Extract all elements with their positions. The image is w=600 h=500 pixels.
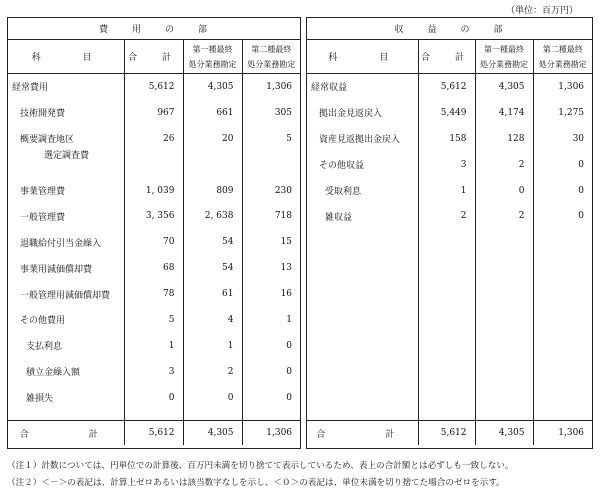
expense-header-item: 科 目 <box>8 40 124 74</box>
revenue-row-type2: 30 <box>572 133 585 144</box>
revenue-row-label-text: その他収益 <box>319 161 365 172</box>
expense-table-row <box>8 385 300 411</box>
expense-row-label-text: 退職給付引当金繰入 <box>20 238 102 249</box>
revenue-row-total: 5,449 <box>418 100 475 126</box>
expense-row-label-text: 支払利息 <box>26 342 63 353</box>
revenue-total-type1: 4,305 <box>475 421 533 446</box>
revenue-row-type2: 1,306 <box>558 81 585 92</box>
expense-row-label <box>8 203 124 229</box>
expense-row-type1: 2 <box>183 359 242 385</box>
expense-row-type1: 0 <box>183 385 242 411</box>
expense-header-total: 合 計 <box>124 40 183 74</box>
expense-row-type2: 0 <box>286 366 293 377</box>
revenue-table-row <box>307 126 592 152</box>
revenue-total-type2: 1,306 <box>533 421 592 446</box>
expense-table-row <box>8 126 300 152</box>
revenue-section-header <box>307 18 592 40</box>
expense-row-type1: 1 <box>183 333 242 359</box>
expense-table-row <box>8 281 300 307</box>
expense-table-row <box>8 359 300 385</box>
expense-row-label <box>8 385 124 411</box>
revenue-header-item: 科 目 <box>307 40 418 74</box>
expense-row-total: 78 <box>124 281 183 307</box>
revenue-header-type1-line1: 第一種最終 <box>484 44 524 54</box>
revenue-header-total: 合 計 <box>418 40 475 74</box>
expense-row-type2: 1 <box>286 314 293 325</box>
expense-row-label <box>8 255 124 281</box>
revenue-row-label-text: 拠出金見返戻入 <box>319 109 383 120</box>
revenue-header-type2 <box>533 40 592 74</box>
revenue-row-type1: 0 <box>475 178 533 204</box>
expense-header-type1-line2: 処分業務勘定 <box>188 59 237 69</box>
expense-row-type1: 4,305 <box>183 74 242 100</box>
revenue-row-total: 5,612 <box>418 74 475 100</box>
expense-row-type2: 15 <box>280 237 293 248</box>
expense-row-type1: 54 <box>183 255 242 281</box>
expense-table-row <box>8 152 300 178</box>
expense-table-row <box>8 178 300 204</box>
expense-panel <box>7 17 301 449</box>
expense-row-total: 68 <box>124 255 183 281</box>
revenue-row-type1: 2 <box>475 203 533 229</box>
expense-section-header <box>8 18 300 40</box>
revenue-row-type2: 0 <box>578 211 585 222</box>
expense-row-type2: 305 <box>274 107 293 118</box>
revenue-row-label-text: 雑収益 <box>325 212 353 223</box>
expense-row-type2: 230 <box>274 185 293 196</box>
expense-row-type2: 1,306 <box>266 81 293 92</box>
revenue-row-label <box>307 126 418 152</box>
expense-row-total: 5 <box>124 307 183 333</box>
revenue-row-total: 1 <box>418 178 475 204</box>
expense-row-type1: 661 <box>183 100 242 126</box>
unit-label: （単位：百万円） <box>505 6 578 16</box>
expense-header-type1-line1: 第一種最終 <box>192 44 233 54</box>
expense-row-type1: 809 <box>183 178 242 204</box>
revenue-filler-row <box>307 229 592 420</box>
expense-row-total: 1, 039 <box>124 178 183 204</box>
expense-row-type1: 54 <box>183 229 242 255</box>
expense-row-label <box>8 178 124 204</box>
expense-row-label-text: 概要調査地区 <box>20 135 75 146</box>
expense-table-row <box>8 74 300 100</box>
expense-row-total: 26 <box>124 126 183 152</box>
revenue-section-title: 収 益 の 部 <box>307 18 592 40</box>
expense-row-label-text: 事業用減価償却費 <box>20 264 93 275</box>
revenue-header-type1-line2: 処分業務勘定 <box>480 59 528 69</box>
expense-total-value: 5,612 <box>124 421 183 446</box>
expense-row-label <box>8 74 124 100</box>
revenue-row-total: 3 <box>418 152 475 178</box>
expense-row-label <box>8 126 124 161</box>
expense-row-label <box>8 307 124 333</box>
revenue-table <box>307 18 592 445</box>
revenue-table-row <box>307 152 592 178</box>
revenue-row-type1: 128 <box>475 126 533 152</box>
expense-table-row <box>8 100 300 126</box>
expense-table-row <box>8 333 300 359</box>
expense-filler-row <box>8 411 300 421</box>
expense-total-type1: 4,305 <box>183 421 242 446</box>
expense-table <box>8 18 300 445</box>
expense-row-type2: 16 <box>280 289 293 300</box>
expense-header-type2 <box>242 40 300 74</box>
revenue-column-headers <box>307 40 592 74</box>
expense-row-type2: 718 <box>274 211 293 222</box>
expense-row-label-text: 一般管理費 <box>20 212 66 223</box>
revenue-row-label <box>307 152 418 178</box>
expense-row-total <box>124 152 183 178</box>
revenue-row-type1: 2 <box>475 152 533 178</box>
revenue-row-label <box>307 203 418 229</box>
expense-column-headers <box>8 40 300 74</box>
expense-row-total: 3, 356 <box>124 203 183 229</box>
revenue-header-type2-line1: 第二種最終 <box>542 44 583 54</box>
footnote-2: （注２）＜－＞の表記は、計算上ゼロあるいは該当数字なしを示し、＜０＞の表記は、単位未満を切り捨てた場合のゼロを示す。 <box>7 478 505 488</box>
revenue-table-row <box>307 100 592 126</box>
expense-row-label-text: 一般管理用減価償却費 <box>20 290 111 301</box>
expense-row-label <box>8 152 124 178</box>
revenue-table-row <box>307 74 592 100</box>
expense-row-total: 1 <box>124 333 183 359</box>
expense-row-type2: 13 <box>280 263 293 274</box>
expense-row-label <box>8 100 124 126</box>
expense-row-label <box>8 359 124 385</box>
expense-table-row <box>8 307 300 333</box>
expense-total-type2: 1,306 <box>242 421 300 446</box>
expense-row-label-text: 雑損失 <box>26 394 54 405</box>
revenue-row-type2: 1,275 <box>558 107 585 118</box>
revenue-row-type1: 4,174 <box>475 100 533 126</box>
revenue-row-label <box>307 100 418 126</box>
revenue-row-label <box>307 74 418 100</box>
expense-row-type2 <box>242 152 300 178</box>
expense-row-type1 <box>183 152 242 178</box>
expense-row-total: 0 <box>124 385 183 411</box>
revenue-row-total: 2 <box>418 203 475 229</box>
revenue-panel <box>306 17 593 449</box>
revenue-total-label: 合 計 <box>307 421 418 446</box>
expense-section-title: 費 用 の 部 <box>8 18 300 40</box>
revenue-table-row <box>307 203 592 229</box>
revenue-row-label <box>307 178 418 204</box>
expense-row-type1: 61 <box>183 281 242 307</box>
expense-row-type2: 5 <box>286 133 293 144</box>
expense-row-total: 3 <box>124 359 183 385</box>
expense-table-row <box>8 203 300 229</box>
expense-row-label-text: 経常費用 <box>12 83 49 94</box>
expense-row-label <box>8 333 124 359</box>
footnotes <box>7 458 514 492</box>
revenue-row-type1: 4,305 <box>475 74 533 100</box>
expense-row-label <box>8 281 124 307</box>
expense-row-sublabel: 選定調査費 <box>44 150 90 161</box>
revenue-row-label-text: 経常収益 <box>311 83 348 94</box>
expense-row-total: 70 <box>124 229 183 255</box>
expense-header-type2-line1: 第二種最終 <box>251 44 292 54</box>
expense-row-type1: 2, 638 <box>183 203 242 229</box>
expense-row-type1: 20 <box>183 126 242 152</box>
revenue-total-value: 5,612 <box>418 421 475 446</box>
expense-row-type2: 0 <box>286 392 293 403</box>
revenue-row-label-text: 受取利息 <box>325 187 362 197</box>
revenue-row-label-text: 資産見返拠出金戻入 <box>319 135 401 146</box>
expense-row-label-text: その他費用 <box>20 316 66 327</box>
expense-row-total: 967 <box>124 100 183 126</box>
expense-total-label: 合 計 <box>8 421 124 446</box>
expense-row-type2: 0 <box>286 340 293 351</box>
revenue-total-row <box>307 421 592 446</box>
expense-row-type1: 4 <box>183 307 242 333</box>
expense-row-label-text: 積立金繰入額 <box>26 368 81 379</box>
expense-total-row <box>8 421 300 446</box>
expense-header-type1 <box>183 40 242 74</box>
expense-row-label <box>8 229 124 255</box>
expense-table-row <box>8 229 300 255</box>
revenue-row-type2: 0 <box>578 185 585 196</box>
revenue-header-type1 <box>475 40 533 74</box>
revenue-row-type2: 0 <box>578 159 585 170</box>
revenue-table-row <box>307 178 592 204</box>
expense-table-row <box>8 255 300 281</box>
expense-row-total: 5,612 <box>124 74 183 100</box>
expense-header-type2-line2: 処分業務勘定 <box>247 59 296 69</box>
expense-row-label-text: 事業管理費 <box>20 187 66 197</box>
expense-row-label-text: 技術開発費 <box>20 109 66 120</box>
footnote-1: （注１）計数については、円単位での計算後、百万円未満を切り捨てて表示しているため、表上の合計額とは必ずしも一致しない。 <box>7 461 514 471</box>
revenue-header-type2-line2: 処分業務勘定 <box>538 59 587 69</box>
revenue-row-total: 158 <box>418 126 475 152</box>
